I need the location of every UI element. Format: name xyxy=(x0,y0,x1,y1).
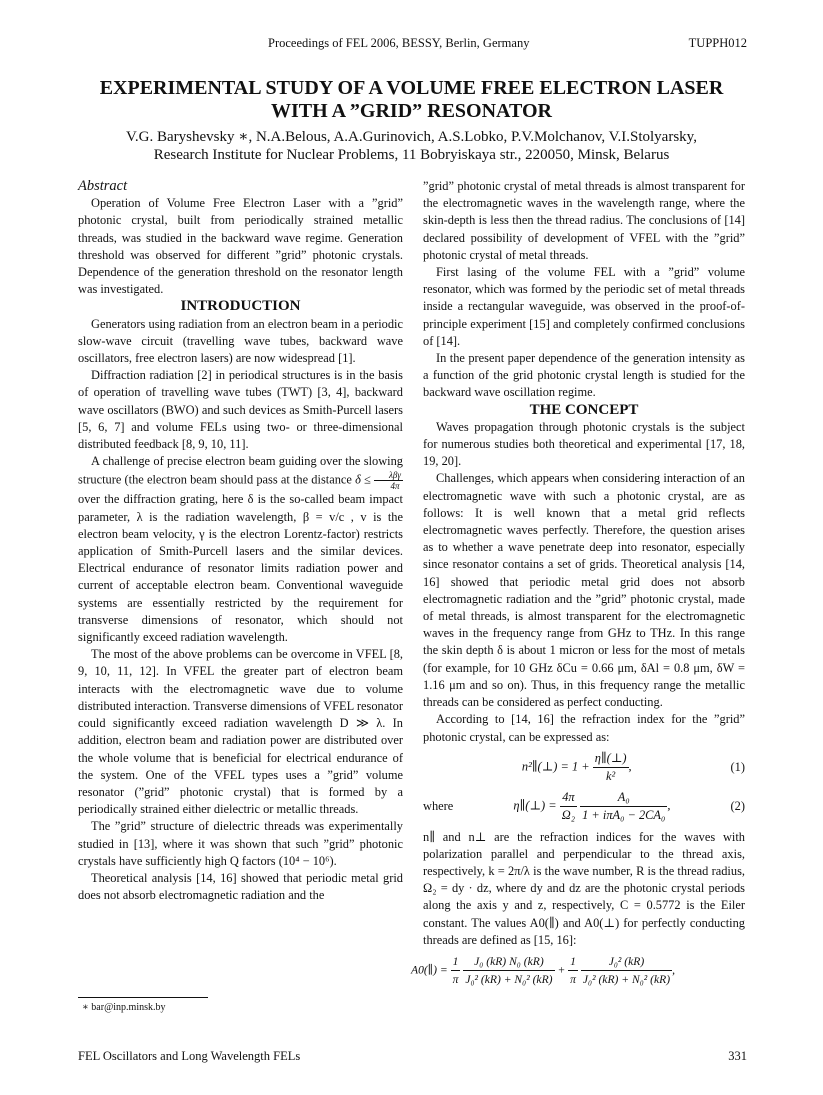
equation-lhs: n²∥(⊥) = 1 + xyxy=(521,759,590,774)
equation-fraction xyxy=(593,750,629,785)
fraction-denominator: J₀² (kR) + N₀² (kR) xyxy=(582,973,671,987)
equation-lhs: A0(∥) = xyxy=(411,963,448,977)
paragraph: The most of the above problems can be overcome in VFEL [8, 9, 10, 11, 12]. In VFEL the greater part of electron beam interacts with the electromagnetic wave due to volume distributed interaction. Transverse dimensions of VFEL resonator could significantly exceed radiation wavelength D ≫ λ. In addition, electron beam and radiation power are distributed over the whole volume that is beneficial for electrical endurance of the system. One of the VFEL types uses a ”grid” volume resonator (”grid” photonic crystal) that is formed by a periodically strained either dielectric or metallic threads. xyxy=(78,647,403,817)
paragraph: Generators using radiation from an electron beam in a periodic slow-wave circuit (travelling wave tubes, backward wave oscillators, free electron lasers) are now widespread [1]. xyxy=(78,316,403,366)
left-column xyxy=(78,178,403,904)
right-column xyxy=(411,178,745,992)
paragraph: n∥ and n⊥ are the refraction indices for the waves with polarization parallel and perpendicular to the thread axis, respectively, k = 2π/λ is the wave number, R is the thread radius, Ω₂ = dy · dz, where dy and dz are the photonic crystal periods along the axis y and z, respectively, C = 0.5772 is the Eiler constant. The values A0(∥) and A0(⊥) for perfectly conducting threads are defined as [15, 16]: xyxy=(423,829,745,947)
paragraph: In the present paper dependence of the generation intensity as a function of the grid photonic crystal length is studied for the backward wave oscillation regime. xyxy=(423,351,745,400)
fraction-numerator: λβγ xyxy=(374,470,403,481)
equation-number: (1) xyxy=(730,759,745,774)
fraction-denominator: J₀² (kR) + N₀² (kR) xyxy=(465,973,553,987)
equation-2 xyxy=(423,789,745,824)
equation-1 xyxy=(423,750,745,785)
paper-id: TUPPH012 xyxy=(688,36,747,50)
fraction-numerator: 1 xyxy=(568,953,578,971)
equation-3 xyxy=(411,953,745,988)
equation-tail: , xyxy=(672,963,676,977)
fraction-denominator: Ω₂ xyxy=(561,808,576,823)
paragraph: Challenges, which appears when considering interaction of an electromagnetic wave with such a photonic crystal, are as follows: It is well known that a metal grid reflects electromagnetic waves perfectly. Therefore, the question arises as to whether a wave penetrate deep into resonator, especially since resonator contains a set of grids. Theoretical analysis [14, 16] showed that periodic metal grid does not absorb electromagnetic radiation and the ”grid” photonic crystal, made of metal threads, is almost transparent for the electromagnetic waves in the frequency range from GHz to THz. In this range the skin depth δ is about 1 micron or less for the most of metals (for example, for 10 GHz δCu = 0.66 μm, δAl = 0.8 μm, δW = 1.16 μm and so on). Thus, in this frequency range the metallic threads can be considered as perfect conducting. xyxy=(423,471,745,710)
abstract-text: Operation of Volume Free Electron Laser with a ”grid” photonic crystal, built from periodically strained metallic threads, was studied in the backward wave regime. Generation threshold was observed for different ”grid” photonic crystals. Dependence of the generation threshold on the resonator length was investigated. xyxy=(78,196,403,297)
plus-sign: + xyxy=(557,963,566,977)
paragraph-text: over the diffraction grating, here δ is the so-called beam impact parameter, λ is the radiation wavelength, β = v/c , v is the electron beam velocity, γ is the electron Lorentz-factor) restricts application of Smith-Purcell lasers and the similar devices. Electrical endurance of resonator limits radiation power and current of acceptable electron beam. Conventional waveguide systems are essentially restricted by the requirement for transverse dimensions of resonator, which should not significantly exceed radiation wavelength. xyxy=(78,492,403,645)
paragraph-text: A challenge of precise electron beam guiding over the slowing structure (the electron beam should pass at the distance xyxy=(78,454,403,487)
footnote-rule xyxy=(78,997,208,998)
fraction-numerator: 1 xyxy=(451,953,461,971)
fraction-numerator: 4π xyxy=(560,789,577,807)
paragraph: The ”grid” structure of dielectric threads was experimentally studied in [13], where it was shown that such ”grid” photonic crystals have sufficiently high Q factors (10⁴ − 10⁶). xyxy=(78,819,403,868)
equation-fraction xyxy=(560,789,577,824)
inequality-lhs: δ ≤ xyxy=(355,472,371,487)
fraction-numerator: A₀ xyxy=(580,789,667,807)
section-heading-concept: THE CONCEPT xyxy=(529,401,639,418)
equation-fraction xyxy=(580,789,667,824)
fraction-denominator: 1 + iπA₀ − 2CA₀ xyxy=(582,808,666,823)
equation-tail: , xyxy=(628,759,632,774)
fraction-numerator: η∥(⊥) xyxy=(593,750,629,768)
fraction-denominator: k² xyxy=(606,768,616,783)
equation-tail: , xyxy=(667,798,671,813)
paper-title-line2: WITH A ”GRID” RESONATOR xyxy=(271,100,552,122)
equation-lhs: η∥(⊥) = xyxy=(513,798,557,813)
paragraph: ”grid” photonic crystal of metal threads is almost transparent for the electromagnetic waves in the wavelength range, where the skin-depth is less then the thread radius. The conclusions of [14] declared possibility of development of VFEL with the ”grid” photonic crystal of metal threads. xyxy=(423,179,745,262)
fraction-numerator: J₀² (kR) xyxy=(581,953,672,971)
paragraph: According to [14, 16] the refraction index for the ”grid” photonic crystal, can be expressed as: xyxy=(423,712,745,744)
where-label: where xyxy=(423,799,454,814)
abstract-heading: Abstract xyxy=(78,178,128,194)
fraction-denominator: π xyxy=(570,973,576,987)
inline-fraction xyxy=(374,470,403,491)
paragraph: Diffraction radiation [2] in periodical structures is in the basis of operation of travelling wave tubes (TWT) [3, 4], backward wave oscillators (BWO) and such devices as Smith-Purcell lasers [5, 6, 7] and volume FELs using two- or three-dimensional distributed feedback [8, 9, 10, 11]. xyxy=(78,368,403,452)
affiliation: Research Institute for Nuclear Problems, 11 Bobryiskaya str., 220050, Minsk, Belarus xyxy=(153,147,670,163)
equation-fraction xyxy=(581,953,672,988)
author-list: V.G. Baryshevsky ∗, N.A.Belous, A.A.Gurinovich, A.S.Lobko, P.V.Molchanov, V.I.Stolyarsky, xyxy=(126,129,697,145)
fraction-numerator: J₀ (kR) N₀ (kR) xyxy=(463,953,554,971)
section-heading-introduction: INTRODUCTION xyxy=(180,298,301,315)
equation-fraction xyxy=(568,953,578,988)
paragraph: First lasing of the volume FEL with a ”grid” volume resonator, which was formed by the periodic set of metal threads inside a rectangular waveguide, was observed in the proof-of-principle experiment [15] and completely confirmed conclusions of [14]. xyxy=(423,265,745,348)
fraction-denominator: 4π xyxy=(390,481,400,492)
footnote-email: ∗ bar@inp.minsk.by xyxy=(82,1002,166,1013)
paragraph: Waves propagation through photonic crystals is the subject for numerous studies both theoretical and experimental [17, 18, 19, 20]. xyxy=(423,419,745,469)
paragraph xyxy=(78,453,403,646)
running-footer: FEL Oscillators and Long Wavelength FELs xyxy=(78,1049,301,1063)
fraction-denominator: π xyxy=(452,973,459,987)
page-number: 331 xyxy=(728,1049,747,1063)
paper-title-line1: EXPERIMENTAL STUDY OF A VOLUME FREE ELECTRON LASER xyxy=(99,77,724,99)
equation-number: (2) xyxy=(730,799,745,814)
running-header: Proceedings of FEL 2006, BESSY, Berlin, Germany xyxy=(268,36,530,50)
equation-fraction xyxy=(463,953,554,988)
paragraph: Theoretical analysis [14, 16] showed that periodic metal grid does not absorb electromagnetic radiation and the xyxy=(78,870,403,903)
equation-fraction xyxy=(451,953,461,988)
